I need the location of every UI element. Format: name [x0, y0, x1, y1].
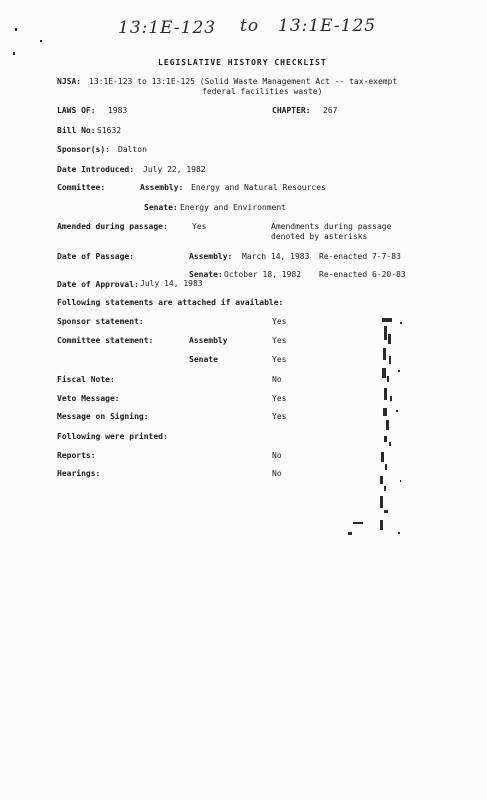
- committee-statement-assembly-label: Assembly: [189, 336, 228, 345]
- attached-statements-heading: Following statements are attached if available:: [57, 298, 284, 307]
- bill-no-value: S1632: [97, 126, 122, 135]
- veto-message-label: Veto Message:: [57, 394, 120, 403]
- page-title: LEGISLATIVE HISTORY CHECKLIST: [158, 58, 327, 67]
- stray-mark: [15, 28, 17, 31]
- committee-assembly-label: Assembly:: [140, 183, 184, 192]
- reports-label: Reports:: [57, 451, 96, 460]
- fiscal-note-label: Fiscal Note:: [57, 375, 115, 384]
- amended-label: Amended during passage:: [57, 222, 168, 231]
- chapter-label: CHAPTER:: [272, 106, 311, 115]
- committee-statement-senate-value: Yes: [272, 355, 287, 364]
- bill-no-label: Bill No:: [57, 126, 96, 135]
- sponsors-label: Sponsor(s):: [57, 145, 110, 154]
- laws-of-label: LAWS OF:: [57, 106, 96, 115]
- stray-mark: [40, 40, 42, 42]
- amended-note-line2: denoted by asterisks: [271, 232, 368, 241]
- njsa-value-line1: 13:1E-123 to 13:1E-125 (Solid Waste Management Act -- tax-exempt: [89, 77, 398, 86]
- laws-of-value: 1983: [108, 106, 128, 115]
- printed-heading: Following were printed:: [57, 432, 168, 441]
- date-introduced-value: July 22, 1982: [143, 165, 206, 174]
- date-introduced-label: Date Introduced:: [57, 165, 135, 174]
- committee-statement-assembly-value: Yes: [272, 336, 287, 345]
- handwritten-citation-from: 13:1E-123: [118, 18, 217, 38]
- message-on-signing-value: Yes: [272, 412, 287, 421]
- reports-value: No: [272, 451, 282, 460]
- passage-assembly-value: March 14, 1983: [242, 252, 310, 261]
- passage-assembly-label: Assembly:: [189, 252, 233, 261]
- hearings-value: No: [272, 469, 282, 478]
- hearings-label: Hearings:: [57, 469, 101, 478]
- date-of-approval-value: July 14, 1983: [140, 279, 203, 288]
- committee-statement-senate-label: Senate: [189, 355, 218, 364]
- fiscal-note-value: No: [272, 375, 282, 384]
- committee-statement-label: Committee statement:: [57, 336, 154, 345]
- amended-note-line1: Amendments during passage: [271, 222, 392, 231]
- sponsor-statement-value: Yes: [272, 317, 287, 326]
- faded-stamp-marks: [340, 300, 420, 560]
- sponsors-value: Dalton: [118, 145, 147, 154]
- njsa-value-line2: federal facilities waste): [202, 87, 323, 96]
- committee-assembly-value: Energy and Natural Resources: [191, 183, 326, 192]
- njsa-label: NJSA:: [57, 77, 82, 86]
- veto-message-value: Yes: [272, 394, 287, 403]
- passage-assembly-reenacted: Re-enacted 7-7-83: [319, 252, 401, 261]
- sponsor-statement-label: Sponsor statement:: [57, 317, 144, 326]
- committee-senate-value: Energy and Environment: [180, 203, 286, 212]
- chapter-value: 267: [323, 106, 338, 115]
- passage-senate-value: October 18, 1982: [224, 270, 302, 279]
- passage-senate-label: Senate:: [189, 270, 223, 279]
- committee-senate-label: Senate:: [144, 203, 178, 212]
- handwritten-citation-connector: to: [240, 16, 260, 36]
- committee-label: Committee:: [57, 183, 106, 192]
- date-of-passage-label: Date of Passage:: [57, 252, 135, 261]
- passage-senate-reenacted: Re-enacted 6-20-83: [319, 270, 406, 279]
- date-of-approval-label: Date of Approval:: [57, 280, 139, 289]
- message-on-signing-label: Message on Signing:: [57, 412, 149, 421]
- handwritten-citation-to: 13:1E-125: [278, 16, 377, 36]
- amended-value: Yes: [192, 222, 207, 231]
- stray-mark: [13, 52, 15, 55]
